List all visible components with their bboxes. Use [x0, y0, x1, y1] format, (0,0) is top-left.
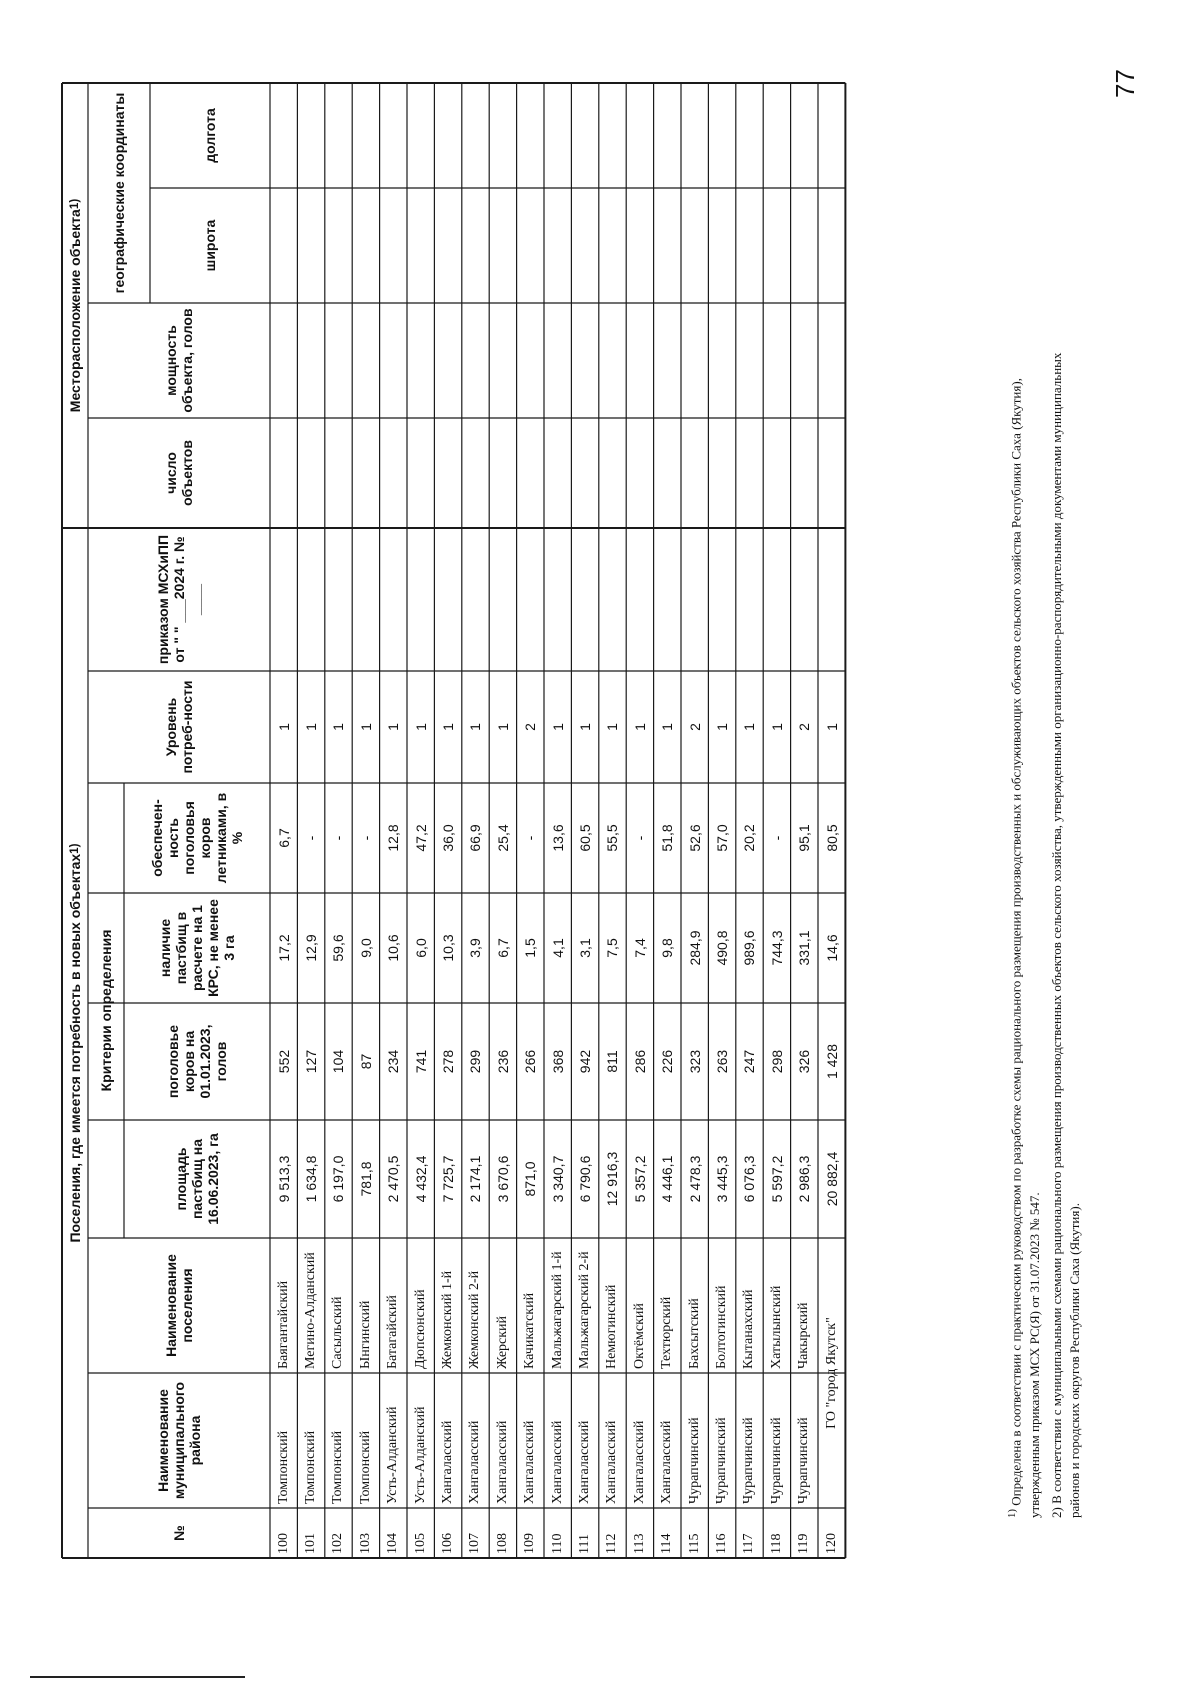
row-no: 112 [604, 1533, 620, 1554]
row-level: 1 [330, 723, 347, 731]
row-pasture: 7,5 [604, 938, 621, 958]
row-supply: 20,2 [741, 824, 758, 852]
row-district: Хангаласский [549, 1420, 565, 1504]
row-cows: 278 [440, 1049, 457, 1074]
row-pasture: 6,0 [412, 938, 429, 958]
row-cows: 299 [467, 1049, 484, 1074]
row-district: Хангаласский [631, 1420, 647, 1504]
row-cows: 811 [604, 1050, 621, 1073]
row-level: 1 [577, 723, 594, 731]
row-pasture: 331,1 [796, 930, 813, 966]
row-supply: 52,6 [686, 824, 703, 852]
row-supply: - [768, 835, 785, 841]
col-header-count: число объектов [162, 440, 195, 506]
row-cows: 266 [522, 1049, 539, 1074]
row-cows: 298 [768, 1049, 785, 1074]
row-supply: - [357, 835, 374, 841]
row-district: Чурапчинский [796, 1417, 812, 1504]
row-area: 2 478,3 [686, 1155, 703, 1203]
row-cows: 368 [549, 1049, 566, 1074]
row-pasture: 3,1 [577, 938, 594, 958]
row-cows: 247 [741, 1049, 758, 1074]
row-area: 781,8 [357, 1161, 374, 1197]
row-no: 117 [741, 1533, 757, 1554]
group-header-location-text: Месторасположение объекта [66, 209, 83, 413]
row-pasture: 4,1 [549, 938, 566, 958]
footnote-2-line2: районов и городских округов Республики Саха (Якутия). [1067, 1203, 1083, 1518]
row-no: 100 [275, 1533, 291, 1554]
row-supply: 51,8 [659, 824, 676, 852]
row-district: Чурапчинский [714, 1417, 730, 1504]
col-header-supply: обеспечен-ность поголовья коров летниками, в % [148, 792, 246, 884]
row-area: 4 432,4 [412, 1155, 429, 1203]
row-area: 3 340,7 [549, 1155, 566, 1203]
row-district: Хангаласский [577, 1420, 593, 1504]
row-area: 7 725,7 [440, 1155, 457, 1203]
group-header-location [62, 83, 88, 528]
row-district: Усть-Алданский [385, 1406, 401, 1504]
row-settlement: Сасыльский [330, 1296, 346, 1369]
row-no: 119 [796, 1533, 812, 1554]
row-no: 105 [412, 1533, 428, 1554]
row-district: Томпонский [330, 1430, 346, 1504]
row-settlement: Жемконский 2-й [467, 1270, 483, 1369]
row-area: 3 670,6 [494, 1155, 511, 1203]
row-level: 1 [659, 723, 676, 731]
col-header-lat: широта [201, 219, 218, 272]
row-cows: 741 [412, 1049, 429, 1074]
footnote-2 [1048, 98, 1084, 1518]
row-cows: 226 [659, 1049, 676, 1074]
group-header-location-sup: 1) [68, 198, 82, 210]
row-pasture: 3,9 [467, 938, 484, 958]
row-district: Томпонский [275, 1430, 291, 1504]
row-area: 5 357,2 [631, 1155, 648, 1203]
row-no: 111 [577, 1534, 593, 1554]
row-supply: 36,0 [440, 824, 457, 852]
row-district: Чурапчинский [768, 1417, 784, 1504]
row-pasture: 6,7 [494, 938, 511, 958]
row-pasture: 14,6 [823, 934, 840, 962]
row-settlement: Мальжагарский 1-й [549, 1251, 565, 1369]
row-settlement: Баягантайский [275, 1280, 291, 1369]
row-level: 1 [494, 723, 511, 731]
row-settlement: Болтогинский [714, 1285, 730, 1369]
group-header-settlements [62, 528, 88, 1558]
row-level: 1 [303, 723, 320, 731]
row-pasture: 1,5 [522, 938, 539, 958]
row-area: 2 986,3 [796, 1155, 813, 1203]
col-header-capacity: мощность объекта, голов [162, 308, 195, 413]
row-level: 1 [467, 723, 484, 731]
row-cows: 942 [577, 1049, 594, 1074]
row-settlement: Ынгинский [357, 1300, 373, 1369]
row-area: 871,0 [522, 1161, 539, 1197]
row-supply: - [330, 835, 347, 841]
row-level: 1 [357, 723, 374, 731]
row-pasture: 10,3 [440, 934, 457, 962]
row-district: Хангаласский [659, 1420, 675, 1504]
bottom-rule [30, 1676, 245, 1678]
row-settlement: Мальжагарский 2-й [577, 1251, 593, 1369]
row-no: 110 [549, 1533, 565, 1554]
row-settlement: Бахсытский [686, 1298, 702, 1369]
row-supply: 57,0 [714, 824, 731, 852]
row-level: 1 [604, 723, 621, 731]
footnote-1-sup: 1) [1006, 1508, 1018, 1518]
row-supply: - [522, 835, 539, 841]
row-area: 2 174,1 [467, 1155, 484, 1203]
row-pasture: 59,6 [330, 934, 347, 962]
row-supply: 25,4 [494, 824, 511, 852]
row-cows: 236 [494, 1049, 511, 1074]
row-district: Хангаласский [440, 1420, 456, 1504]
row-no: 103 [357, 1533, 373, 1554]
col-header-cows: поголовье коров на 01.01.2023, голов [164, 1024, 230, 1099]
row-supply: 66,9 [467, 824, 484, 852]
row-area: 6 790,6 [577, 1155, 594, 1203]
col-header-criteria: Критерии определения [97, 929, 114, 1092]
row-pasture: 989,6 [741, 930, 758, 966]
row-cows: 1 428 [823, 1043, 840, 1080]
row-settlement: Жемконский 1-й [440, 1270, 456, 1369]
row-level: 1 [631, 723, 648, 731]
row-no: 102 [330, 1533, 346, 1554]
row-area: 9 513,3 [275, 1155, 292, 1203]
row-pasture: 9,8 [659, 938, 676, 958]
row-level: 1 [385, 723, 402, 731]
row-area: 20 882,4 [823, 1151, 840, 1207]
page-number: 77 [1110, 69, 1140, 98]
row-supply: 6,7 [275, 828, 292, 848]
row-no: 118 [768, 1533, 784, 1554]
row-district: Чурапчинский [741, 1417, 757, 1504]
row-supply: - [303, 835, 320, 841]
col-header-order: приказом МСХиПП от " " ___2024 г. № ____ [154, 534, 204, 665]
row-settlement: Мегино-Алданский [303, 1252, 319, 1369]
col-header-level: Уровень потреб-ности [162, 680, 195, 774]
row-level: 1 [823, 723, 840, 731]
row-no: 108 [494, 1533, 510, 1554]
row-area: 12 916,3 [604, 1151, 621, 1207]
row-no: 114 [659, 1533, 675, 1554]
group-header-settlements-text: Поселения, где имеется потребность в новых объектах [66, 853, 83, 1243]
row-district: Хангаласский [494, 1420, 510, 1504]
row-pasture: 12,9 [303, 934, 320, 962]
row-cows: 323 [686, 1049, 703, 1074]
row-supply: 13,6 [549, 824, 566, 852]
row-settlement: Кытанахский [741, 1289, 757, 1369]
row-supply: 60,5 [577, 824, 594, 852]
row-no: 104 [385, 1533, 401, 1554]
row-area: 6 076,3 [741, 1155, 758, 1203]
row-level: 1 [741, 723, 758, 731]
row-district: Хангаласский [522, 1420, 538, 1504]
row-pasture: 744,3 [768, 930, 785, 966]
row-cows: 104 [330, 1049, 347, 1074]
row-cows: 263 [714, 1049, 731, 1074]
row-settlement: Жерский [494, 1315, 510, 1369]
row-no: 101 [303, 1533, 319, 1554]
row-pasture: 9,0 [357, 938, 374, 958]
row-district: Томпонский [357, 1430, 373, 1504]
row-district: Хангаласский [467, 1420, 483, 1504]
row-settlement: Октёмский [631, 1303, 647, 1369]
row-no: 113 [631, 1533, 647, 1554]
row-area: 6 197,0 [330, 1155, 347, 1203]
row-pasture: 10,6 [385, 934, 402, 962]
row-supply: 47,2 [412, 824, 429, 852]
row-settlement: Чакырский [796, 1302, 812, 1369]
row-level: 1 [714, 723, 731, 731]
row-level: 2 [796, 723, 813, 731]
row-level: 1 [549, 723, 566, 731]
row-area: 5 597,2 [768, 1155, 785, 1203]
row-area: 2 470,5 [385, 1155, 402, 1203]
row-settlement: Немюгинский [604, 1284, 620, 1369]
group-header-settlements-sup: 1) [68, 843, 82, 854]
col-header-settlement: Наименование поселения [162, 1254, 195, 1357]
row-area: 4 446,1 [659, 1155, 676, 1203]
row-no: 115 [686, 1533, 702, 1554]
row-district: Хангаласский [604, 1420, 620, 1504]
row-pasture: 7,4 [631, 938, 648, 958]
row-supply: - [631, 835, 648, 841]
row-cows: 326 [796, 1049, 813, 1074]
row-area: 3 445,3 [714, 1155, 731, 1203]
col-header-lon: долгота [201, 108, 218, 163]
footnote-1-line1: Определена в соответствии с практическим руководством по разработке схемы рационального размещения производственных и обслуживающих объектов сельского хозяйства Республики Саха (Якутия), [1008, 378, 1024, 1506]
row-level: 1 [768, 723, 785, 731]
footnote-1-line2: утвержденным приказом МСХ РС(Я) от 31.07.2023 № 547. [1026, 1192, 1042, 1518]
row-level: 1 [412, 723, 429, 731]
footnote-2-line1: 2) В соответствии с муниципальными схемами рационального размещения производственных объектов сельского хозяйства, утвержденными организационно-распорядительными документами муниципальных [1049, 352, 1064, 1518]
row-pasture: 490,8 [714, 930, 731, 966]
col-header-geo: географические координаты [110, 92, 127, 294]
row-level: 1 [275, 723, 292, 731]
row-settlement: Качикатский [522, 1292, 538, 1369]
row-settlement: Батагайский [385, 1295, 401, 1369]
row-no: 107 [467, 1533, 483, 1554]
row-cows: 87 [357, 1053, 374, 1070]
row-cows: 234 [385, 1049, 402, 1074]
col-header-pasture: наличие пастбищ в расчете на 1 КРС, не менее 3 га [156, 899, 238, 997]
row-settlement: Техтюрский [659, 1296, 675, 1369]
row-no: 106 [440, 1533, 456, 1554]
row-cows: 127 [303, 1049, 320, 1074]
row-no: 120 [823, 1533, 839, 1554]
row-level: 2 [686, 723, 703, 731]
col-header-area: площадь пастбищ на 16.06.2023, га [172, 1133, 222, 1225]
row-area: 1 634,8 [303, 1155, 320, 1203]
row-settlement: Дюпсюнский [412, 1289, 428, 1369]
row-pasture: 17,2 [275, 934, 292, 962]
row-supply: 55,5 [604, 824, 621, 852]
row-cows: 552 [275, 1049, 292, 1074]
row-settlement: Хатылынский [768, 1285, 784, 1369]
col-header-no: № [170, 1525, 187, 1541]
row-no: 109 [522, 1533, 538, 1554]
row-supply: 95,1 [796, 824, 813, 852]
row-district: Усть-Алданский [412, 1406, 428, 1504]
row-district: Томпонский [303, 1430, 319, 1504]
row-level: 1 [440, 723, 457, 731]
row-supply: 12,8 [385, 824, 402, 852]
row-cows: 286 [631, 1049, 648, 1074]
row-pasture: 284,9 [686, 930, 703, 966]
footnote-1 [1005, 98, 1044, 1518]
col-header-district: Наименование муниципального района [154, 1381, 204, 1500]
row-district: Чурапчинский [686, 1417, 702, 1504]
row-supply: 80,5 [823, 824, 840, 852]
row-level: 2 [522, 723, 539, 731]
row-district: ГО "город Якутск" [823, 1317, 839, 1429]
row-no: 116 [714, 1533, 730, 1554]
